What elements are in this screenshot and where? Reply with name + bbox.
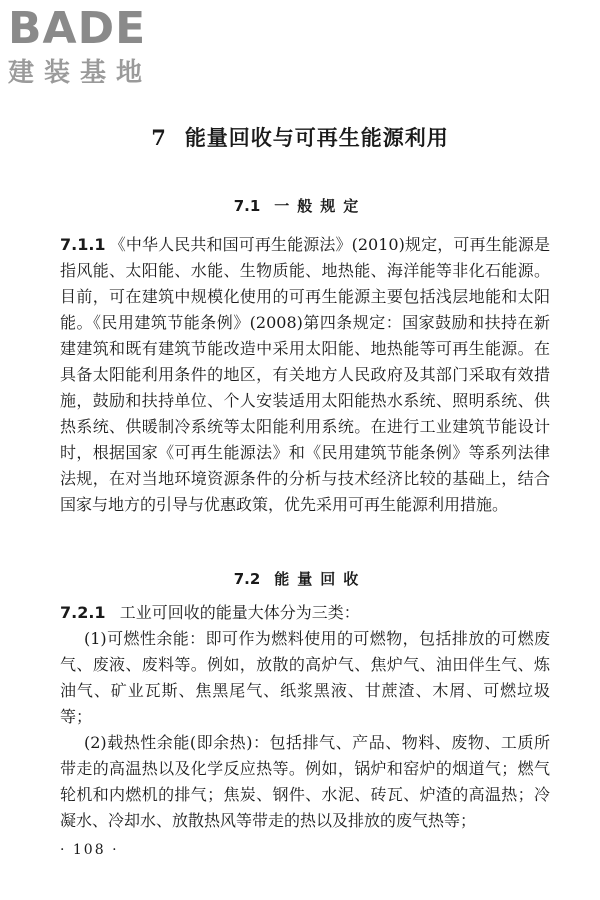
page-number: · 108 · [60, 842, 119, 858]
clause-7-2-1 [60, 600, 550, 834]
section-title: 一般规定 [274, 197, 367, 215]
clause-intro [60, 600, 550, 626]
watermark-brand: BADE [8, 3, 147, 54]
section-heading-7-2 [0, 568, 600, 589]
clause-text: 《中华人民共和国可再生能源法》(2010)规定，可再生能源是指风能、太阳能、水能、生物质能、地热能、海洋能等非化石能源。目前，可在建筑中规模化使用的可再生能源主要包括浅层地能和太阳能。《民用建筑节能条例》(2008)第四条规定：国家鼓励和扶持在新建建筑和既有建筑节能改造中采用太阳能、地热能等可再生能源。在具备太阳能利用条件的地区，有关地方人民政府及其部门采取有效措施，鼓励和扶持单位、个人安装适用太阳能热水系统、照明系统、供热系统、供暖制冷系统等太阳能利用系统。在进行工业建筑节能设计时，根据国家《可再生能源法》和《民用建筑节能条例》等系列法律法规，在对当地环境资源条件的分析与技术经济比较的基础上，结合国家与地方的引导与优惠政策，优先采用可再生能源利用措施。 [60, 235, 550, 514]
section-number: 7.1 [233, 197, 261, 215]
section-title: 能量回收 [274, 570, 367, 588]
clause-item-2: (2)载热性余能(即余热)：包括排气、产品、物料、废物、工质所带走的高温热以及化学反应热等。例如，锅炉和窑炉的烟道气；燃气轮机和内燃机的排气；焦炭、钢件、水泥、砖瓦、炉渣的高温热；冷凝水、冷却水、放散热风等带走的热以及排放的废气热等； [60, 733, 550, 830]
chapter-title [0, 122, 600, 152]
clause-number: 7.1.1 [60, 235, 106, 254]
clause-7-1-1 [60, 232, 550, 518]
watermark-logo [8, 3, 178, 90]
section-number: 7.2 [233, 570, 261, 588]
watermark-sub: 建装基地 [8, 58, 153, 88]
section-heading-7-1 [0, 195, 600, 216]
clause-text: 工业可回收的能量大体分为三类： [119, 603, 360, 622]
chapter-title-text: 能量回收与可再生能源利用 [184, 125, 449, 150]
clause-item-1: (1)可燃性余能：即可作为燃料使用的可燃物，包括排放的可燃废气、废液、废料等。例如，放散的高炉气、焦炉气、油田伴生气、炼油气、矿业瓦斯、焦黑尾气、纸浆黑液、甘蔗渣、木屑、可燃垃圾等； [60, 629, 550, 726]
chapter-number: 7 [151, 125, 167, 150]
clause-number: 7.2.1 [60, 603, 106, 622]
